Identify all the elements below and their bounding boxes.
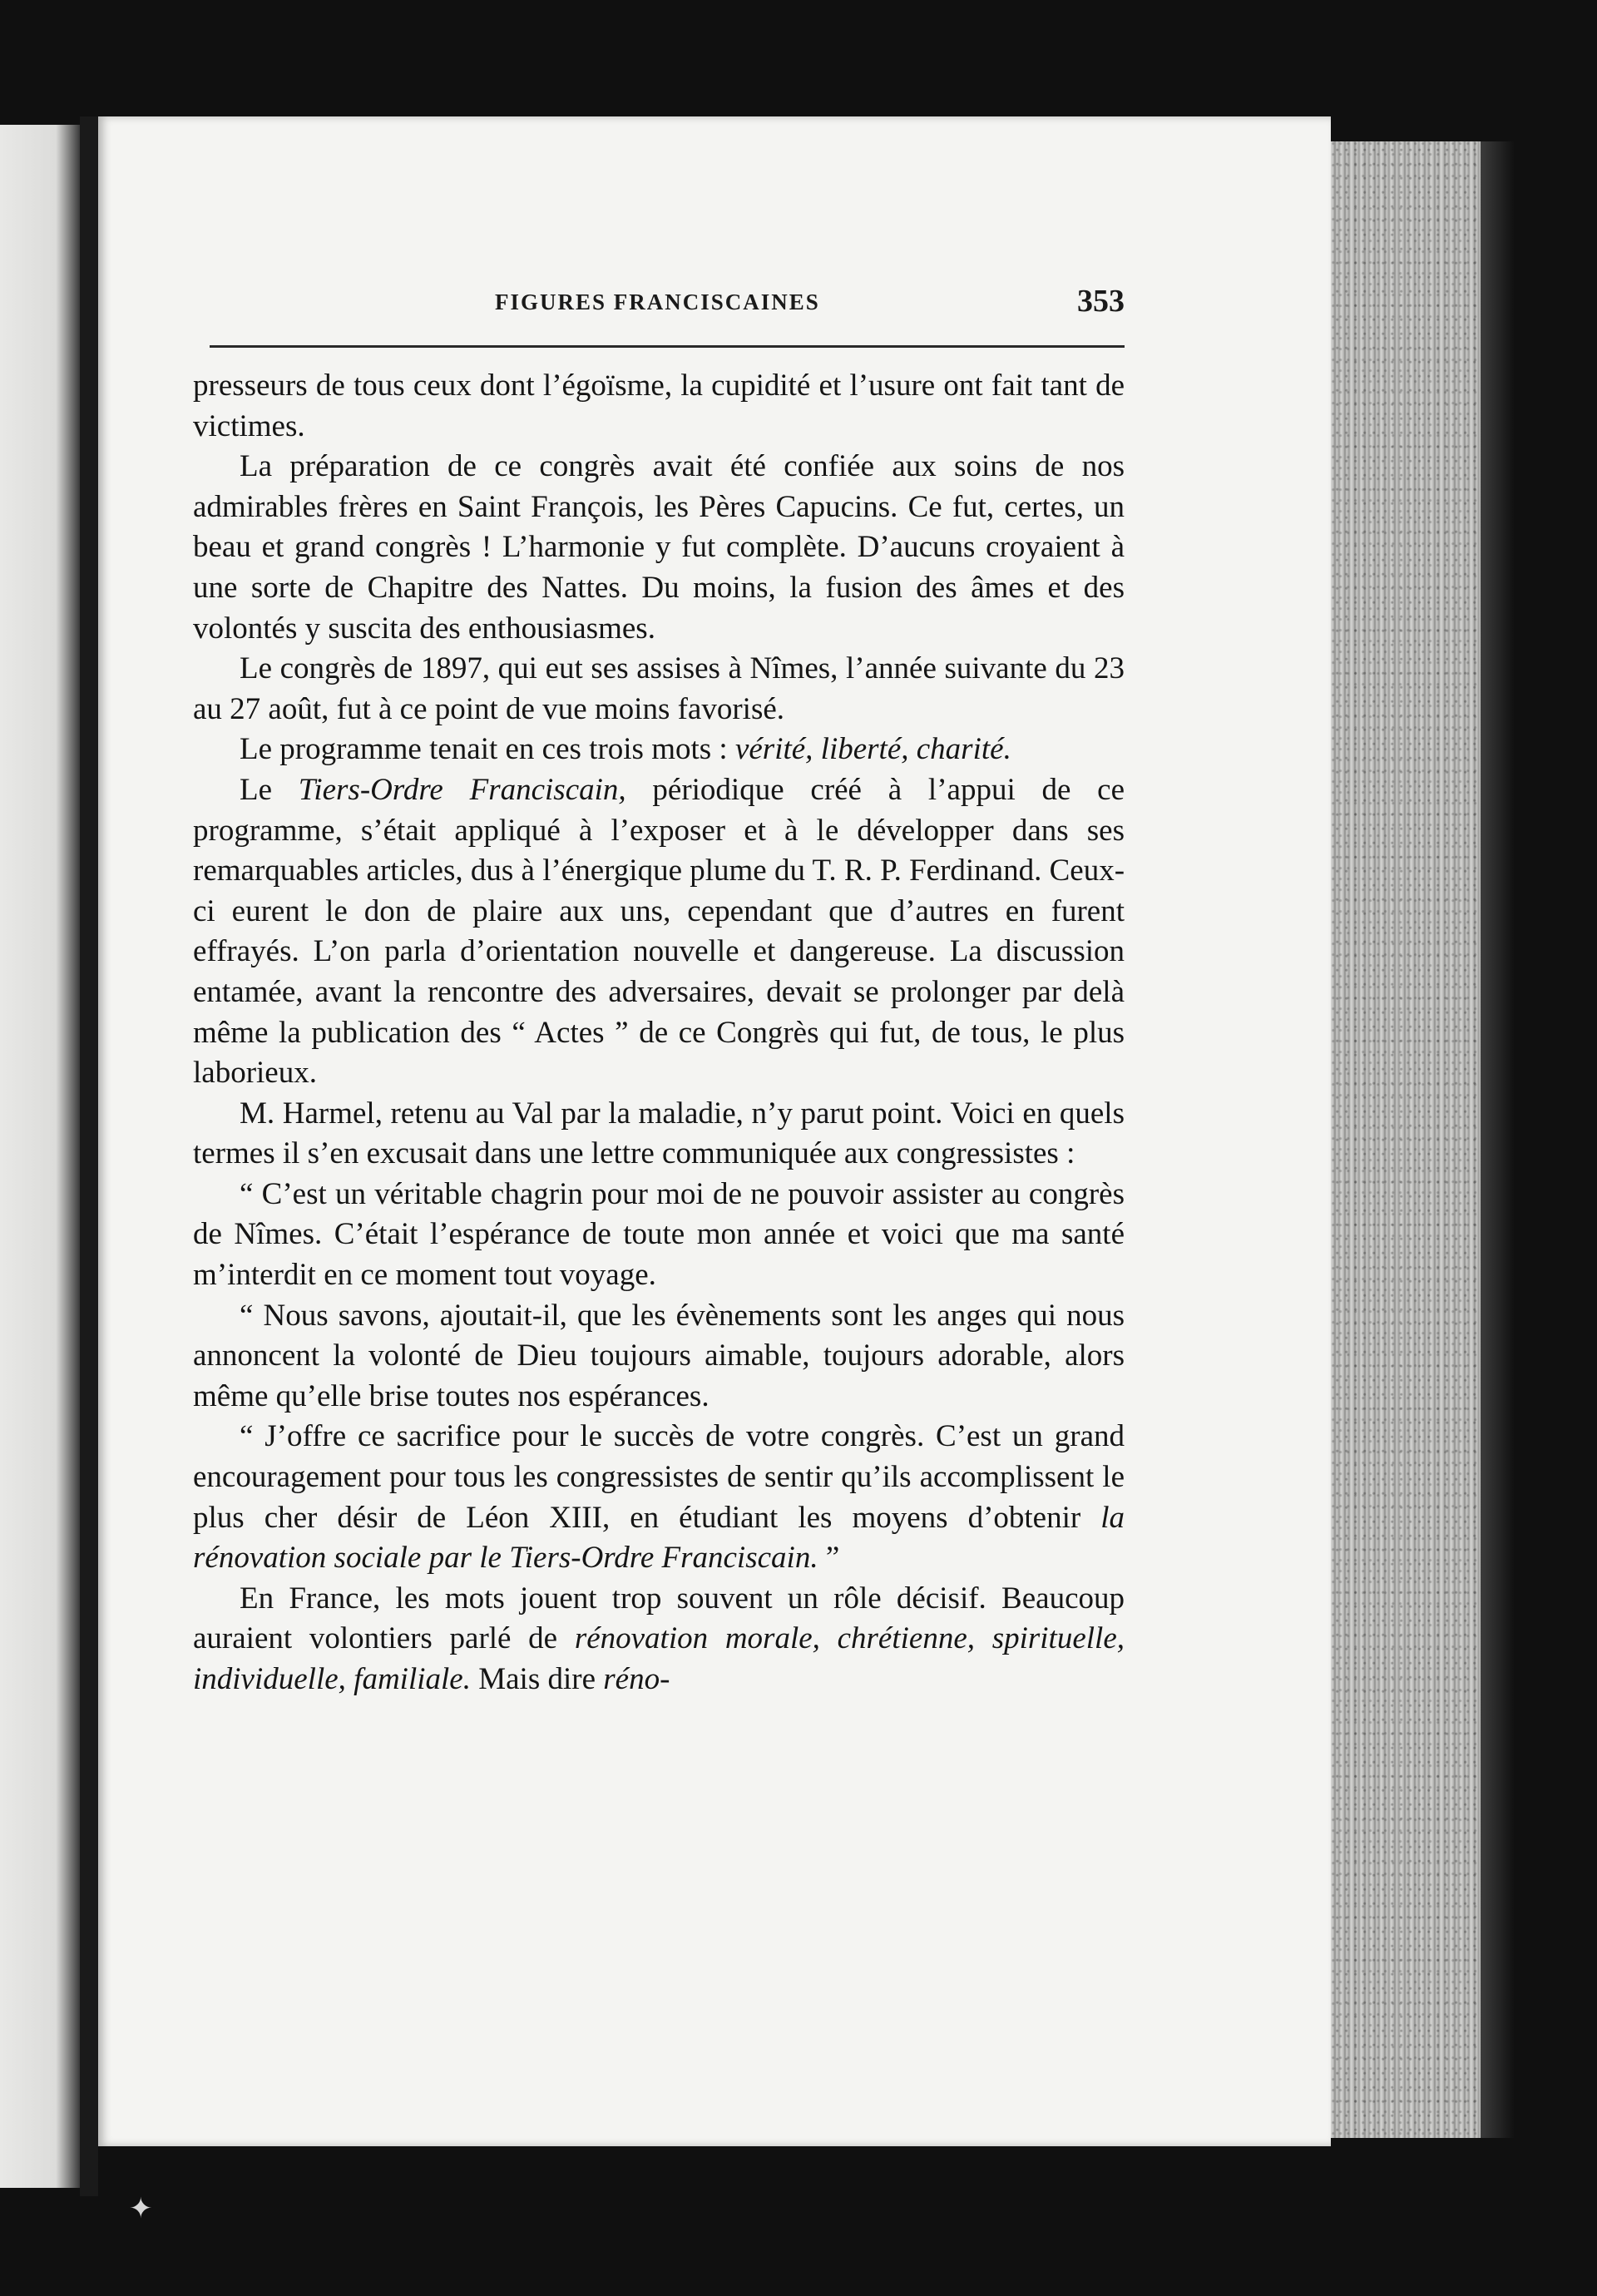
text-run: “ C’est un véritable chagrin pour moi de ne pouvoir assister au congrès de Nîmes. C’était l’espérance de toute mon année et voici que ma santé m’interdit en ce moment tout voyage. [193,1176,1125,1293]
page-block-shadow [1481,141,1514,2138]
page-header [210,283,1125,349]
film-mark-icon: ✦ [129,2192,153,2225]
text-run: M. Harmel, retenu au Val par la maladie, n’y parut point. Voici en quels termes il s’en excusait dans une lettre communiquée aux congressistes : [193,1096,1125,1171]
text-run: La préparation de ce congrès avait été confiée aux soins de nos admirables frères en Saint François, les Pères Capucins. Ce fut, certes, un beau et grand congrès ! L’harmonie y fut complète. D’aucuns croyaient à une sorte de Chapitre des Nattes. Du moins, la fusion des âmes et des volontés y suscita des enthousiasmes. [193,449,1125,646]
paragraph [193,649,1125,730]
text-run: En France, les mots jouent trop souvent un rôle décisif. Beaucoup auraient volontiers parlé de [193,1581,1125,1656]
paragraph [193,1175,1125,1296]
paragraph [193,1417,1125,1578]
italic-run: vérité, liberté, charité. [734,732,1011,767]
paragraph [193,1094,1125,1175]
book-gutter [80,116,98,2196]
paragraph [193,447,1125,649]
italic-run: rénovation morale, chrétienne, spirituelle, individuelle, familiale. [193,1621,1125,1696]
paragraph [193,730,1125,770]
italic-run: la rénovation sociale par le Tiers-Ordre Franciscain. [193,1500,1125,1576]
text-run: “ Nous savons, ajoutait-il, que les évènements sont les anges qui nous annoncent la volonté de Dieu toujours aimable, toujours adorable, alors même qu’elle brise toutes nos espérances. [193,1298,1125,1413]
text-run: “ J’offre ce sacrifice pour le succès de votre congrès. C’est un grand encouragement pour tous les congressistes de sentir qu’ils accomplissent le plus cher désir de Léon XIII, en étudiant les moyens d’obtenir [193,1419,1125,1535]
header-rule [210,345,1125,348]
previous-page-edge [0,125,80,2188]
italic-run: Tiers-Ordre Franciscain, [298,772,626,807]
text-run: ” [818,1541,840,1576]
text-run: périodique créé à l’appui de ce programme, s’était appliqué à l’exposer et à le développer dans ses remarquables articles, dus à l’énergique plume du T. R. P. Ferdinand. Ceux-ci eurent le don de plaire aux uns, cependant que d’autres en furent effrayés. L’on parla d’orientation nouvelle et dangereuse. La discussion entamée, avant la rencontre des adversaires, devait se prolonger par delà même la publication des “ Actes ” de ce Congrès qui fut, de tous, le plus laborieux. [193,772,1125,1091]
paragraph [193,770,1125,1094]
text-run: Le congrès de 1897, qui eut ses assises à Nîmes, l’année suivante du 23 au 27 août, fut à ce point de vue moins favorisé. [193,651,1125,726]
text-run: Le [240,772,299,807]
paragraph [193,366,1125,447]
page-number: 353 [1077,284,1125,319]
running-head: FIGURES FRANCISCAINES [495,289,820,314]
text-run: Mais dire [470,1662,604,1696]
text-run: presseurs de tous ceux dont l’égoïsme, la cupidité et l’usure ont fait tant de victimes. [193,369,1125,443]
paragraph [193,1296,1125,1418]
body-text [193,366,1125,1700]
text-run: Le programme tenait en ces trois mots : [240,732,735,767]
italic-run: réno- [603,1662,670,1696]
page-block-edges [1331,141,1481,2138]
paragraph [193,1579,1125,1700]
